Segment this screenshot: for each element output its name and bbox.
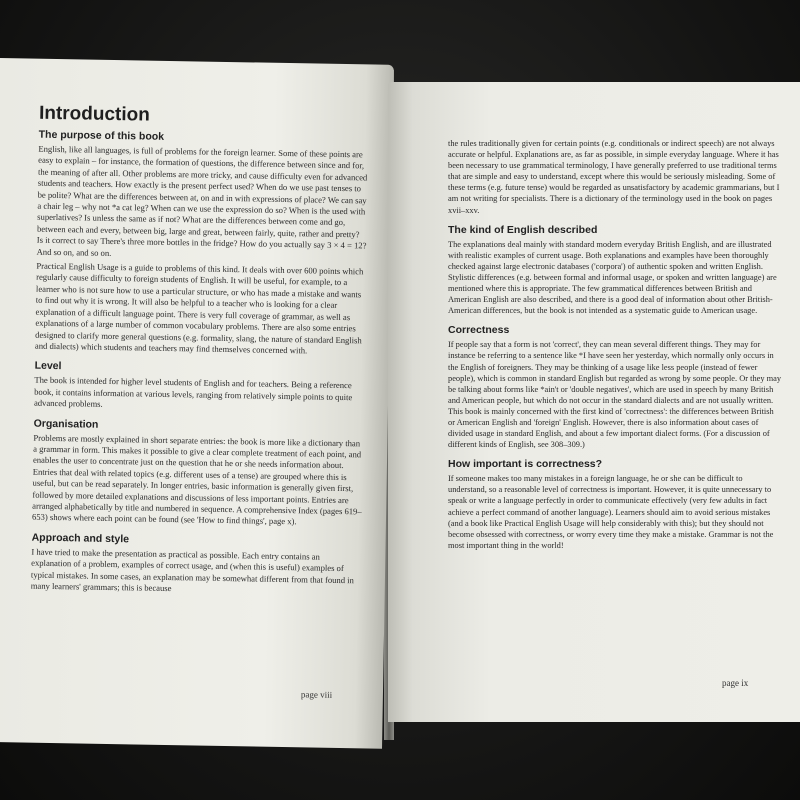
section-heading-correctness: Correctness [448, 324, 510, 337]
section-heading-level: Level [34, 359, 62, 373]
section-heading-kind-of-english: The kind of English described [448, 223, 598, 236]
paragraph: the rules traditionally given for certain points (e.g. conditionals or indirect speech) are not always accurate or helpful. Explanations are, as far as possible, in simple everyday language. Where it has been necessary to use grammatical terminology, I have generally preferred to use traditional terms that are simple and easy to understand, except where this would be seriously misleading. Some of these terms (e.g. future tense) would be regarded as unsatisfactory by academic grammarians, but I am not writing for specialists. There is a dictionary of the terminology used in the book on pages xvii–xxv. [448, 139, 780, 215]
paragraph: If people say that a form is not 'correct', they can mean several different things. They may for instance be referring to a sentence like *I have seen her yesterday, which normally only occurs in the English of foreigners. They may be thinking of a usage like less people (instead of fewer people), which is common in standard English but regarded as wrong by some people. Or they may be talking about forms like *ain't or 'double negatives', which are used in speech by many British and American people, but which do not occur in the standard dialects and are not usually written. This book is mainly concerned with the first kind of 'correctness': the differences between British or American English and 'foreign' English. However, there is also information about cases of divided usage in standard English, and about a few important dialect forms. (For a discussion of different kinds of English, see 308–309.) [448, 340, 782, 450]
page-number: page viii [300, 689, 333, 700]
left-page [0, 58, 394, 749]
paragraph: The explanations deal mainly with standard modern everyday British English, and are illustrated with realistic examples of current usage. Both explanations and examples have been thoroughly checked against large electronic databases ('corpora') of authentic spoken and written English. Stylistic differences (e.g. between formal and informal usage, or spoken and written language) are mentioned where this is appropriate. The few grammatical differences between British and American English are also described, and there is a good deal of information about other British-American differences, but the book is not intended as a systematic guide to American usage. [448, 239, 777, 316]
section-heading-organisation: Organisation [33, 417, 99, 431]
paragraph: I have tried to make the presentation as practical as possible. Each entry contains an explanation of a problem, examples of correct usage, and (when this is useful) examples of typical mistakes. In some cases, an explanation may be somewhat different from that found in many learners' grammars; this is because [30, 546, 355, 594]
right-page [388, 82, 800, 722]
paragraph: Problems are mostly explained in short separate entries: the book is more like a dictionary than a grammar in form. This makes it possible to give a clear complete treatment of each point, and enables the user to concentrate just on the question that he or she needs information about. Entries that deal with related topics (e.g. different uses of a tense) are grouped where this is useful, but can be read separately. In longer entries, basic information is generally given first, followed by more detailed explanations and discussions of less important points. Entries are arranged alphabetically by title and numbered in sequence. A comprehensive Index (pages 619–653) shows where each point can be found (see 'How to find things', page x). [31, 432, 362, 527]
paragraph: The book is intended for higher level students of English and for teachers. Being a reference book, it contains information at various levels, ranging from relatively simple points to quite advanced problems. [33, 374, 353, 409]
section-heading-importance: How important is correctness? [448, 458, 603, 471]
section-heading-purpose: The purpose of this book [38, 128, 165, 143]
paragraph: If someone makes too many mistakes in a foreign language, he or she can be difficult to understand, so a reasonable level of correctness is important. However, it is quite unnecessary to speak or write a language perfectly in order to communicate effectively (very few adults in fact achieve a perfect command of another language). Learners should aim to avoid serious mistakes (and a book like Practical English Usage will help considerably with this); but they should not become obsessed with correctness, or worry every time they make a mistake. Grammar is not the most important thing in the world! [448, 474, 774, 550]
page-number: page ix [722, 678, 749, 688]
page-title: Introduction [38, 102, 151, 126]
paragraph: English, like all languages, is full of problems for the foreign learner. Some of these points are easy to explain – for instance, the formation of questions, the difference between since and for, the meaning of after all. Other problems are more tricky, and cause difficulty even for advanced students and teachers. How exactly is the present perfect used? When do we use past tenses to be polite? What are the differences between at, on and in with expressions of place? We can say a chair leg – why not *a cat leg? When can we use the expression do so? When is the used with superlatives? Is unless the same as if not? What are the differences between come and go, between each and every, between big, large and great, between fairly, quite, rather and pretty? Is it correct to say There's three more bottles in the fridge? How do you actually say 3 × 4 = 12? And so on, and so on. [36, 143, 368, 258]
section-heading-approach: Approach and style [31, 531, 130, 546]
paragraph: Practical English Usage is a guide to problems of this kind. It deals with over 600 points which regularly cause difficulty to foreign students of English. It will be useful, for example, to a learner who is not sure how to use a particular structure, or who has made a mistake and wants to find out why it is wrong. It will also be helpful to a teacher who is looking for a clear explanation of a difficult language point. There is very full coverage of grammar, as well as explanations of a large number of common vocabulary problems. There are also some entries designed to clarify more general questions (e.g. formality, slang, the nature of standard English and dialects) which students and teachers may find themselves concerned with. [34, 260, 364, 356]
